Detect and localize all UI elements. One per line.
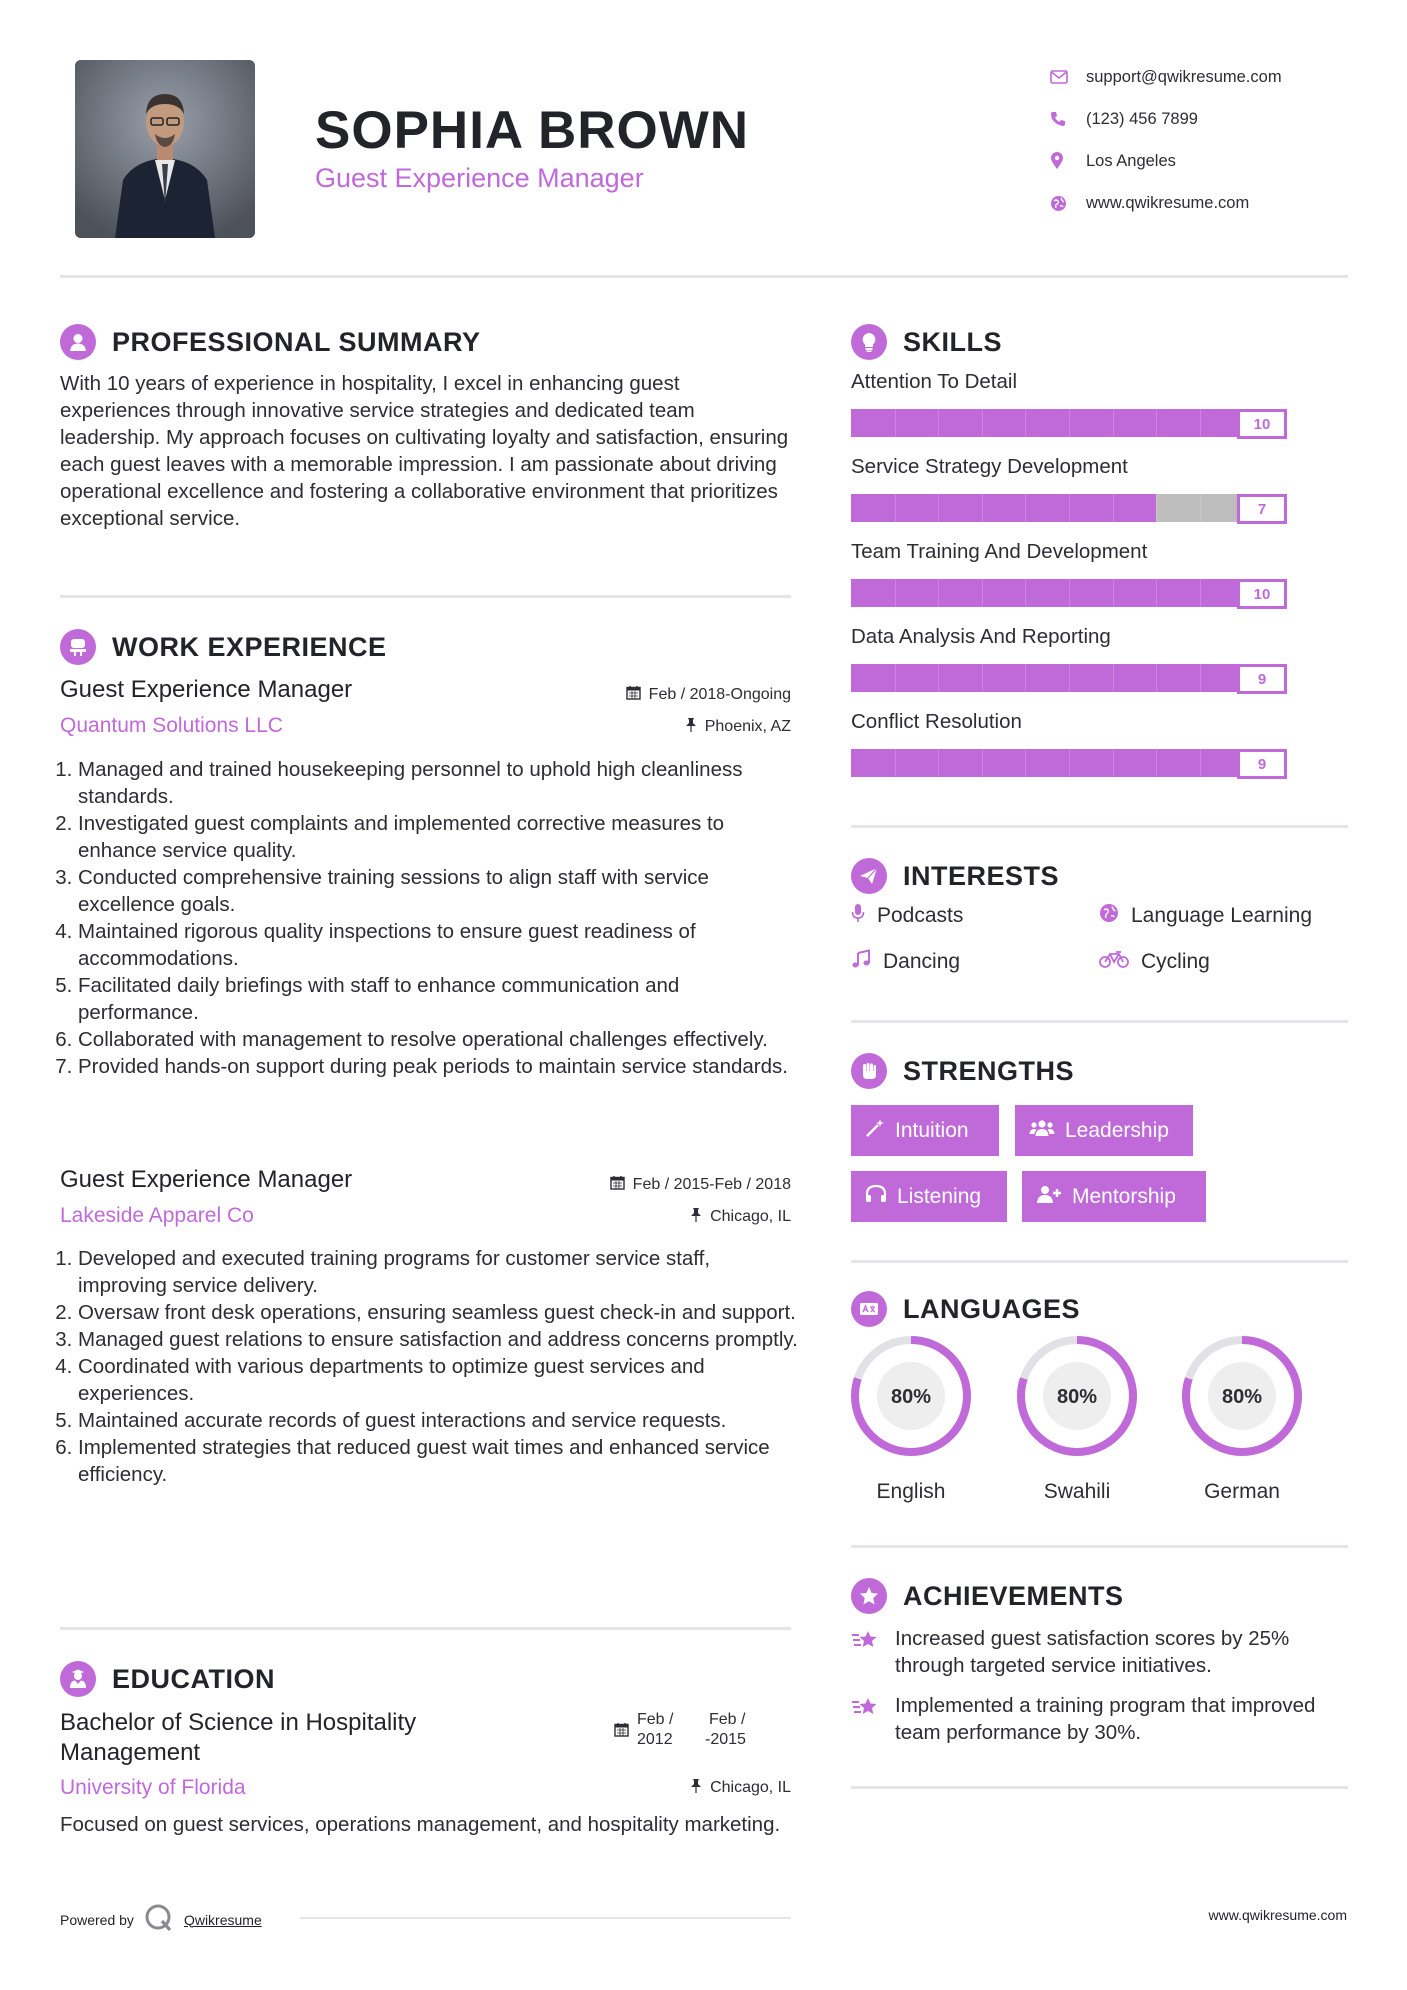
footer-powered-by xyxy=(60,1903,262,1936)
skill-segment-divider xyxy=(982,579,983,607)
skill-segment-divider xyxy=(1113,494,1114,522)
skill-score: 9 xyxy=(1237,749,1287,779)
education-end xyxy=(705,1710,746,1750)
skill-segment-divider xyxy=(1069,409,1070,437)
summary-text: With 10 years of experience in hospitality, I excel in enhancing guest experiences through innovative service strategies and dedicated team leadership. My approach focuses on cultivating loyalty and satisfaction, ensuring each guest leaves with a memorable impression. I am passionate about driving operational excellence and fostering a collaborative environment that prioritizes exceptional service. xyxy=(60,372,789,530)
skill-track xyxy=(851,579,1287,607)
skill-segment-divider xyxy=(1200,664,1201,692)
job-2-location xyxy=(690,1207,791,1227)
contact-location-text: Los Angeles xyxy=(1086,151,1176,170)
language-name: German xyxy=(1204,1480,1280,1503)
skill-label: Attention To Detail xyxy=(851,370,1018,393)
list-item: 2. Investigated guest complaints and implemented corrective measures to enhance service quality. xyxy=(78,810,800,864)
skill-segment-divider xyxy=(938,664,939,692)
raised-fist-icon xyxy=(851,1053,887,1089)
job-1-company: Quantum Solutions LLC xyxy=(60,714,283,737)
strength-chip-leadership xyxy=(1015,1105,1193,1156)
language-name: Swahili xyxy=(1043,1480,1111,1503)
skills-divider xyxy=(851,825,1348,828)
job-1-location xyxy=(685,717,791,737)
language-item xyxy=(848,1333,974,1504)
education-start-line2: 2012 xyxy=(637,1731,673,1748)
strength-label: Intuition xyxy=(895,1118,969,1142)
summary-title: PROFESSIONAL SUMMARY xyxy=(112,326,481,357)
work-heading xyxy=(60,629,387,665)
language-percent: 80% xyxy=(1221,1386,1263,1408)
skill-label: Conflict Resolution xyxy=(851,710,1022,733)
language-percent: 80% xyxy=(1056,1386,1098,1408)
degree-line-1: Bachelor of Science in Hospitality xyxy=(60,1709,417,1736)
skill-track xyxy=(851,494,1287,522)
footer-brand-link[interactable]: Qwikresume xyxy=(183,1911,262,1928)
list-item: 5. Facilitated daily briefings with staff to enhance communication and performance. xyxy=(78,972,800,1026)
skill-segment-divider xyxy=(1156,409,1157,437)
skill-label: Team Training And Development xyxy=(851,540,1148,563)
skill-segment-divider xyxy=(938,409,939,437)
job-1-bullets xyxy=(60,756,800,1080)
skill-segment-divider xyxy=(895,579,896,607)
strength-chip-intuition xyxy=(851,1105,999,1156)
list-item: 6. Collaborated with management to resolve operational challenges effectively. xyxy=(78,1026,800,1053)
skill-segment-divider xyxy=(1069,579,1070,607)
calendar-icon xyxy=(610,1175,625,1195)
skill-segment-divider xyxy=(1069,749,1070,777)
skill-segment-divider xyxy=(982,749,983,777)
interests-title: INTERESTS xyxy=(903,860,1060,891)
skill-segment-divider xyxy=(895,749,896,777)
languages-divider xyxy=(851,1545,1348,1548)
skill-label: Data Analysis And Reporting xyxy=(851,625,1111,648)
skill-segment-divider xyxy=(1025,494,1026,522)
skill-label: Service Strategy Development xyxy=(851,455,1128,478)
education-heading xyxy=(60,1661,275,1697)
skill-segment-divider xyxy=(1113,749,1114,777)
list-item: 3. Conducted comprehensive training sessions to align staff with service excellence goals. xyxy=(78,864,800,918)
education-school: University of Florida xyxy=(60,1776,246,1799)
pushpin-icon xyxy=(685,717,697,737)
skill-segment-divider xyxy=(1113,409,1114,437)
skill-segment-divider xyxy=(895,494,896,522)
education-dates xyxy=(614,1710,746,1750)
list-item: 2. Oversaw front desk operations, ensuring seamless guest check-in and support. xyxy=(78,1299,800,1326)
interests-divider xyxy=(851,1020,1348,1023)
candidate-title: Guest Experience Manager xyxy=(315,163,644,193)
paper-plane-icon xyxy=(851,858,887,894)
skill-segment-divider xyxy=(1025,664,1026,692)
list-item: 4. Maintained rigorous quality inspections to ensure guest readiness of accommodations. xyxy=(78,918,800,972)
strengths-title: STRENGTHS xyxy=(903,1055,1075,1086)
list-item: 1. Managed and trained housekeeping personnel to uphold high cleanliness standards. xyxy=(78,756,800,810)
globe-icon xyxy=(1050,195,1086,212)
interests-heading xyxy=(851,858,1059,894)
contact-website-text: www.qwikresume.com xyxy=(1086,193,1250,212)
summary-divider xyxy=(60,595,791,598)
skill-segment-divider xyxy=(938,749,939,777)
education-location xyxy=(690,1778,791,1798)
achievement-text: Increased guest satisfaction scores by 25% through targeted service initiatives. xyxy=(895,1627,1290,1677)
skill-segment-divider xyxy=(1113,664,1114,692)
language-item xyxy=(1014,1333,1140,1504)
interest-language-learning xyxy=(1099,903,1312,929)
skill-segment-divider xyxy=(1113,579,1114,607)
languages-title: LANGUAGES xyxy=(903,1293,1081,1324)
skill-score: 7 xyxy=(1237,494,1287,524)
languages-heading xyxy=(851,1291,1080,1327)
interest-podcasts xyxy=(851,903,963,929)
strengths-divider xyxy=(851,1260,1348,1263)
job-2-dates xyxy=(610,1175,791,1195)
user-plus-icon xyxy=(1036,1184,1062,1210)
calendar-icon xyxy=(626,685,641,705)
skill-segment-divider xyxy=(982,409,983,437)
magic-wand-icon xyxy=(865,1118,885,1144)
skill-segment-divider xyxy=(938,579,939,607)
skill-segment-divider xyxy=(1025,409,1026,437)
contact-website[interactable] xyxy=(1050,182,1282,224)
contact-phone[interactable] xyxy=(1050,98,1282,140)
strength-chip-listening xyxy=(851,1171,1007,1222)
strength-chip-mentorship xyxy=(1022,1171,1206,1222)
language-percent: 80% xyxy=(890,1386,932,1408)
skill-segment-divider xyxy=(895,409,896,437)
pushpin-icon xyxy=(690,1778,702,1798)
job-1-location-text: Phoenix, AZ xyxy=(704,718,791,735)
achievement-item xyxy=(851,1692,1351,1746)
skill-track xyxy=(851,664,1287,692)
skill-fill xyxy=(851,664,1243,692)
candidate-name: SOPHIA BROWN xyxy=(315,101,750,160)
skill-segment-divider xyxy=(895,664,896,692)
users-icon xyxy=(1029,1118,1055,1144)
microphone-icon xyxy=(851,903,865,929)
strength-label: Mentorship xyxy=(1072,1184,1176,1208)
interest-cycling xyxy=(1099,949,1210,975)
job-2-company: Lakeside Apparel Co xyxy=(60,1204,254,1227)
shooting-star-icon xyxy=(851,1627,881,1679)
language-name: English xyxy=(876,1480,946,1503)
skill-segment-divider xyxy=(1200,749,1201,777)
education-end-line1: Feb / xyxy=(709,1711,746,1728)
profile-photo xyxy=(75,60,255,238)
contact-email[interactable] xyxy=(1050,56,1282,98)
list-item: 1. Developed and executed training programs for customer service staff, improving service delivery. xyxy=(78,1245,800,1299)
footer-website[interactable]: www.qwikresume.com xyxy=(1208,1907,1347,1923)
job-2-dates-text: Feb / 2015-Feb / 2018 xyxy=(632,1176,791,1193)
achievements-heading xyxy=(851,1578,1124,1614)
pushpin-icon xyxy=(690,1207,702,1227)
list-item: 5. Maintained accurate records of guest interactions and service requests. xyxy=(78,1407,800,1434)
qwikresume-logo-icon xyxy=(144,1903,174,1936)
phone-icon xyxy=(1050,111,1086,127)
skill-track xyxy=(851,749,1287,777)
work-divider xyxy=(60,1627,791,1630)
skill-segment-divider xyxy=(982,494,983,522)
star-badge-icon xyxy=(851,1578,887,1614)
calendar-icon xyxy=(614,1722,629,1742)
job-1-dates-text: Feb / 2018-Ongoing xyxy=(648,686,791,703)
interest-dancing xyxy=(851,949,960,975)
skill-score: 10 xyxy=(1237,579,1287,609)
skill-segment-divider xyxy=(1069,494,1070,522)
briefcase-icon xyxy=(60,629,96,665)
education-start xyxy=(637,1710,697,1750)
work-title: WORK EXPERIENCE xyxy=(112,631,387,662)
job-2-location-text: Chicago, IL xyxy=(710,1208,791,1225)
degree-line-2: Management xyxy=(60,1739,201,1766)
job-1-dates xyxy=(626,685,791,705)
shooting-star-icon xyxy=(851,1694,881,1746)
contact-info xyxy=(1050,56,1282,224)
language-gauge xyxy=(1179,1333,1305,1459)
skill-bar xyxy=(851,493,1287,523)
lightbulb-icon xyxy=(851,324,887,360)
education-location-text: Chicago, IL xyxy=(710,1779,791,1796)
job-2-bullets xyxy=(60,1245,800,1488)
language-gauge xyxy=(1014,1333,1140,1459)
globe-icon xyxy=(1099,903,1119,929)
contact-email-text: support@qwikresume.com xyxy=(1086,67,1282,86)
skill-segment-divider xyxy=(1156,579,1157,607)
graduation-icon xyxy=(60,1661,96,1697)
skill-bar xyxy=(851,408,1287,438)
strength-label: Leadership xyxy=(1065,1118,1169,1142)
footer-divider xyxy=(300,1917,791,1919)
achievements-divider xyxy=(851,1786,1348,1789)
map-pin-icon xyxy=(1050,152,1086,170)
interest-label: Cycling xyxy=(1141,950,1210,973)
skill-score: 10 xyxy=(1237,409,1287,439)
skill-score: 9 xyxy=(1237,664,1287,694)
achievements-title: ACHIEVEMENTS xyxy=(903,1580,1124,1611)
strengths-heading xyxy=(851,1053,1074,1089)
skill-segment-divider xyxy=(982,664,983,692)
skill-segment-divider xyxy=(1156,749,1157,777)
powered-by-text: Powered by xyxy=(60,1911,134,1928)
language-item xyxy=(1179,1333,1305,1504)
list-item: 6. Implemented strategies that reduced guest wait times and enhanced service efficiency. xyxy=(78,1434,800,1488)
music-note-icon xyxy=(851,949,871,975)
education-date-separator: - xyxy=(705,1731,711,1748)
interest-label: Podcasts xyxy=(877,904,964,927)
translate-icon xyxy=(851,1291,887,1327)
skill-segment-divider xyxy=(1200,409,1201,437)
skill-segment-divider xyxy=(1200,579,1201,607)
job-2-title: Guest Experience Manager xyxy=(60,1166,353,1193)
skill-fill xyxy=(851,749,1243,777)
header-divider xyxy=(60,275,1348,278)
interest-label: Dancing xyxy=(883,950,961,973)
user-icon xyxy=(60,324,96,360)
education-end-line2: 2015 xyxy=(710,1731,746,1748)
skill-segment-divider xyxy=(1156,494,1157,522)
skill-segment-divider xyxy=(1025,749,1026,777)
skill-segment-divider xyxy=(938,494,939,522)
skill-segment-divider xyxy=(1025,579,1026,607)
skill-track xyxy=(851,409,1287,437)
skill-bar xyxy=(851,748,1287,778)
language-gauge xyxy=(848,1333,974,1459)
education-title: EDUCATION xyxy=(112,1663,275,1694)
interest-label: Language Learning xyxy=(1131,904,1313,927)
list-item: 3. Managed guest relations to ensure satisfaction and address concerns promptly. xyxy=(78,1326,800,1353)
skills-title: SKILLS xyxy=(903,326,1003,357)
degree xyxy=(60,1708,416,1768)
skill-segment-divider xyxy=(1200,494,1201,522)
skill-bar xyxy=(851,663,1287,693)
skill-segment-divider xyxy=(1069,664,1070,692)
skill-bar xyxy=(851,578,1287,608)
bicycle-icon xyxy=(1099,949,1129,975)
achievement-text: Implemented a training program that improved team performance by 30%. xyxy=(895,1694,1316,1744)
contact-phone-text: (123) 456 7899 xyxy=(1086,109,1198,128)
skill-fill xyxy=(851,494,1156,522)
envelope-icon xyxy=(1050,70,1086,84)
skill-segment-divider xyxy=(1156,664,1157,692)
contact-location xyxy=(1050,140,1282,182)
achievement-item xyxy=(851,1625,1351,1679)
job-1-title: Guest Experience Manager xyxy=(60,676,353,703)
skills-heading xyxy=(851,324,1002,360)
education-start-line1: Feb / xyxy=(637,1711,674,1728)
headphones-icon xyxy=(865,1184,887,1210)
list-item: 4. Coordinated with various departments to optimize guest services and experiences. xyxy=(78,1353,800,1407)
summary-heading xyxy=(60,324,481,360)
education-description: Focused on guest services, operations management, and hospitality marketing. xyxy=(60,1813,781,1836)
list-item: 7. Provided hands-on support during peak periods to maintain service standards. xyxy=(78,1053,800,1080)
strength-label: Listening xyxy=(897,1184,982,1208)
